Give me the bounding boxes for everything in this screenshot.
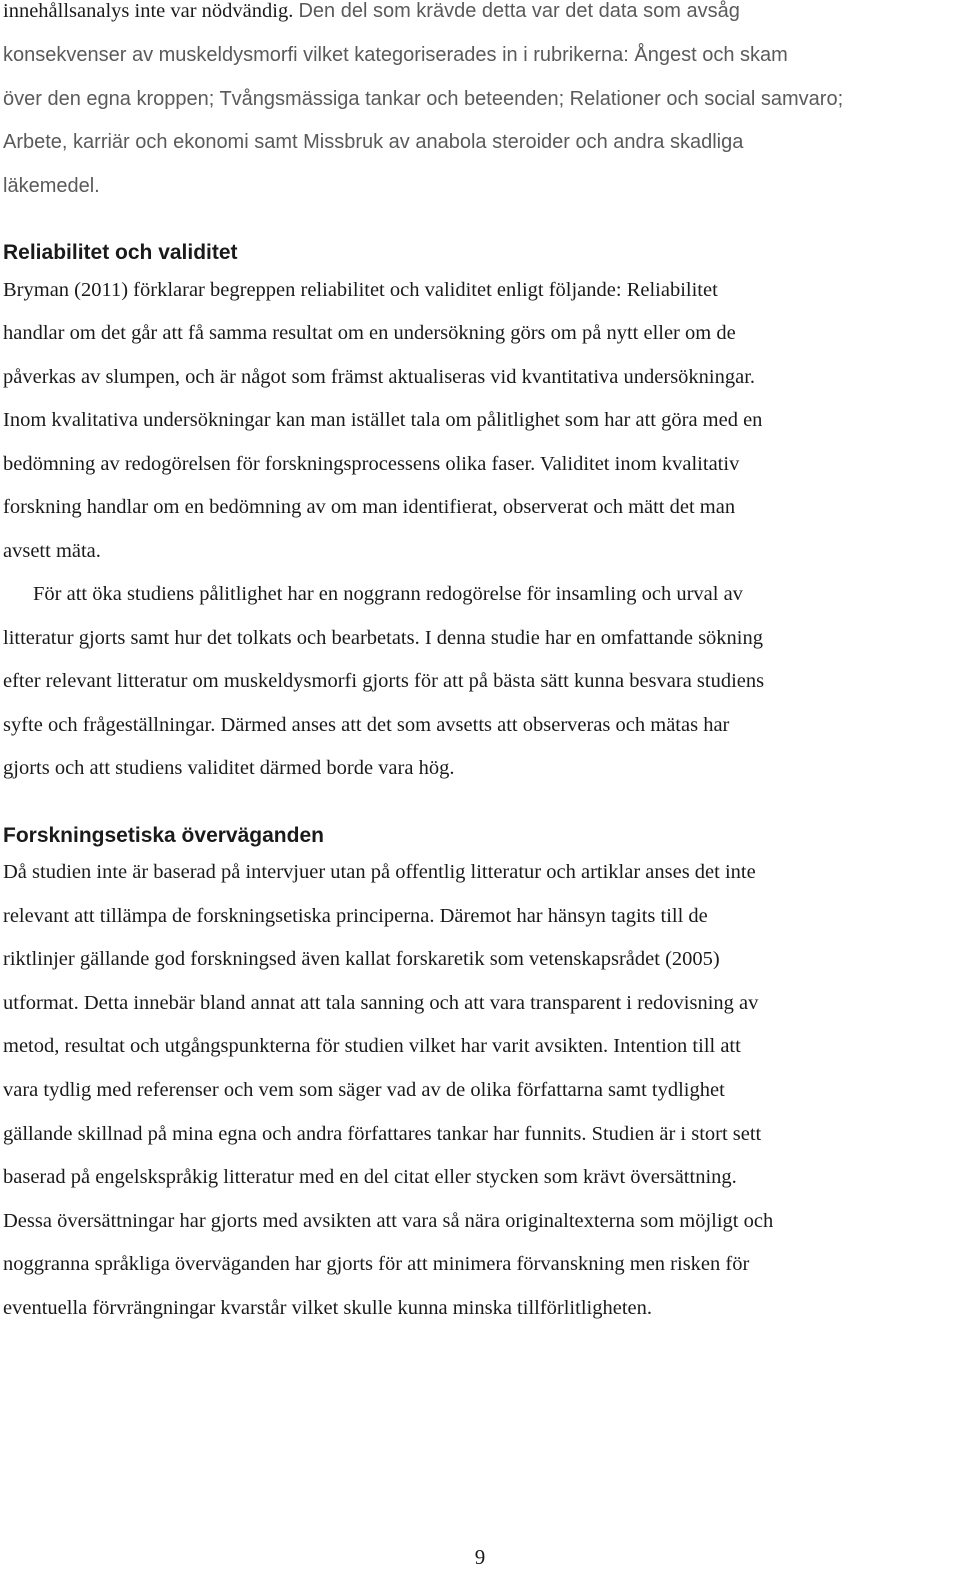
reliability-p1-line-5: bedömning av redogörelsen för forskningsprocessens olika faser. Validitet inom kvalitativ [3, 453, 740, 475]
section-heading-ethics: Forskningsetiska överväganden [3, 824, 324, 847]
intro-line-3: över den egna kroppen; Tvångsmässiga tankar och beteenden; Relationer och social samvaro; [3, 88, 844, 110]
ethics-line-5: metod, resultat och utgångspunkterna för studien vilket har varit avsikten. Intention till att [3, 1035, 741, 1057]
intro-line-1-b: Den del som krävde detta var det data som avsåg [298, 0, 740, 22]
reliability-p2-line-5: gjorts och att studiens validitet därmed borde vara hög. [3, 757, 455, 779]
ethics-line-9: Dessa översättningar har gjorts med avsikten att vara så nära originaltexterna som möjligt och [3, 1210, 774, 1232]
intro-line-1 [3, 0, 740, 23]
ethics-line-3: riktlinjer gällande god forskningsed även kallat forskaretik som vetenskapsrådet (2005) [3, 948, 720, 970]
reliability-p1-line-6: forskning handlar om en bedömning av om man identifierat, observerat och mätt det man [3, 496, 736, 518]
intro-line-4: Arbete, karriär och ekonomi samt Missbruk av anabola steroider och andra skadliga [3, 131, 744, 153]
ethics-line-7: gällande skillnad på mina egna och andra författares tankar har funnits. Studien är i stort sett [3, 1123, 762, 1145]
intro-line-2: konsekvenser av muskeldysmorfi vilket kategoriserades in i rubrikerna: Ångest och skam [3, 44, 788, 66]
ethics-line-6: vara tydlig med referenser och vem som säger vad av de olika författarna samt tydlighet [3, 1079, 725, 1101]
intro-line-5: läkemedel. [3, 175, 100, 197]
reliability-p2-line-3: efter relevant litteratur om muskeldysmorfi gjorts för att på bästa sätt kunna besvara studiens [3, 670, 765, 692]
reliability-p1-line-2: handlar om det går att få samma resultat om en undersökning görs om på nytt eller om de [3, 322, 736, 344]
reliability-p1-line-4: Inom kvalitativa undersökningar kan man istället tala om pålitlighet som har att göra med en [3, 409, 763, 431]
reliability-p2-line-2: litteratur gjorts samt hur det tolkats och bearbetats. I denna studie har en omfattande sökning [3, 627, 763, 649]
ethics-line-2: relevant att tillämpa de forskningsetiska principerna. Däremot har hänsyn tagits till de [3, 905, 708, 927]
intro-line-1-a: innehållsanalys inte var nödvändig. [3, 0, 299, 22]
ethics-line-4: utformat. Detta innebär bland annat att tala sanning och att vara transparent i redovisning av [3, 992, 759, 1014]
reliability-p1-line-7: avsett mäta. [3, 540, 101, 562]
ethics-line-8: baserad på engelskspråkig litteratur med en del citat eller stycken som krävt översättning. [3, 1166, 737, 1188]
section-heading-reliability: Reliabilitet och validitet [3, 241, 238, 264]
reliability-p1-line-1: Bryman (2011) förklarar begreppen reliabilitet och validitet enligt följande: Reliabilitet [3, 279, 718, 301]
reliability-p1-line-3: påverkas av slumpen, och är något som främst aktualiseras vid kvantitativa undersökningar. [3, 366, 756, 388]
ethics-line-1: Då studien inte är baserad på intervjuer utan på offentlig litteratur och artiklar anses det inte [3, 861, 756, 883]
reliability-p2-line-4: syfte och frågeställningar. Därmed anses att det som avsetts att observeras och mätas har [3, 714, 730, 736]
page-number: 9 [474, 1545, 486, 1569]
reliability-p2-line-1: För att öka studiens pålitlighet har en noggrann redogörelse för insamling och urval av [33, 583, 743, 605]
ethics-line-11: eventuella förvrängningar kvarstår vilket skulle kunna minska tillförlitligheten. [3, 1297, 652, 1319]
ethics-line-10: noggranna språkliga överväganden har gjorts för att minimera förvanskning men risken för [3, 1253, 750, 1275]
